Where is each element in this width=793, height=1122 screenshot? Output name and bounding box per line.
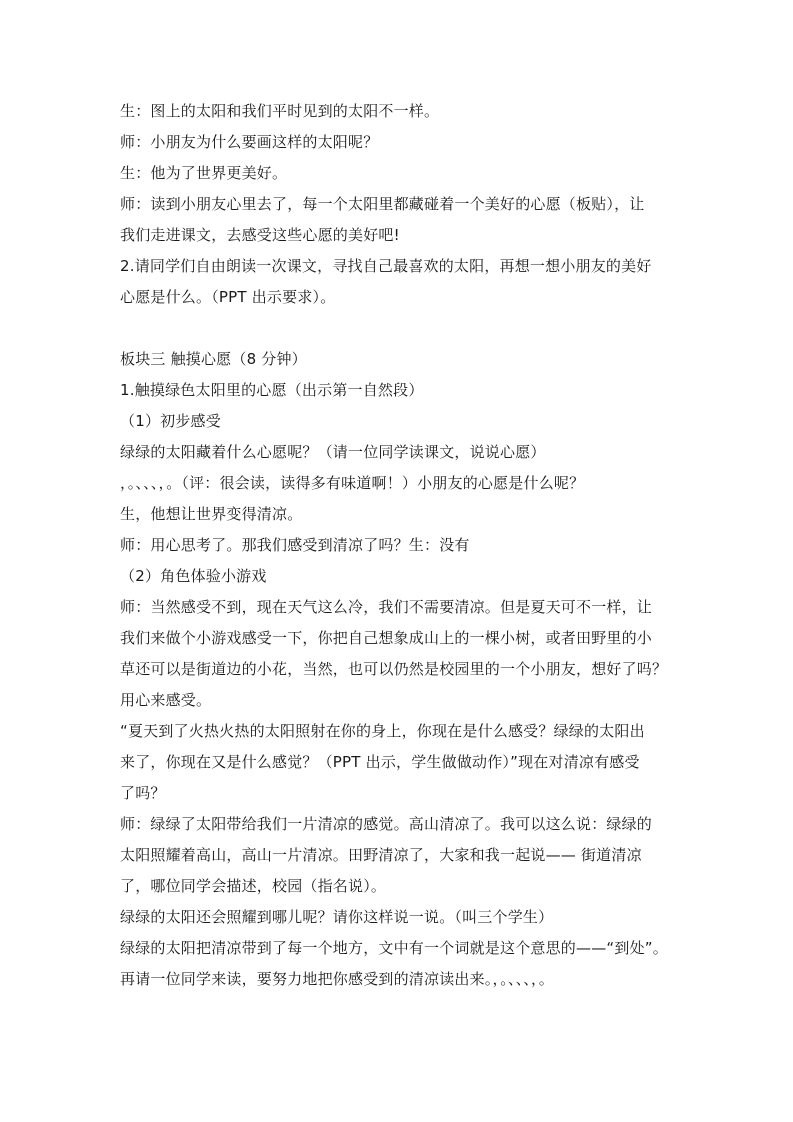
text-line: 师：当然感受不到，现在天气这么冷，我们不需要清凉。但是夏天可不一样，让	[120, 598, 653, 616]
text-line: 绿绿的太阳把清凉带到了每一个地方，文中有一个词就是这个意思的——“到处”。	[120, 939, 668, 957]
text-line: 我们来做个小游戏感受一下，你把自己想象成山上的一棵小树，或者田野里的小	[120, 629, 653, 647]
text-line: 师：小朋友为什么要画这样的太阳呢？	[120, 133, 379, 151]
step-heading: （1）初步感受	[120, 412, 221, 430]
text-line: 草还可以是街道边的小花，当然，也可以仍然是校园里的一个小朋友，想好了吗？	[120, 660, 668, 678]
text-line: ，。、、、，。（评：很会读，读得多有味道啊！）小朋友的心愿是什么呢？	[120, 474, 585, 492]
text-line: 心愿是什么。（PPT 出示要求）。	[120, 288, 336, 306]
text-line: 绿绿的太阳还会照耀到哪儿呢？请你这样说一说。（叫三个学生）	[120, 908, 554, 926]
text-line: 来了，你现在又是什么感觉？（PPT 出示，学生做做动作）”现在对清凉有感受	[120, 753, 640, 771]
text-line: 2.请同学们自由朗读一次课文，寻找自己最喜欢的太阳，再想一想小朋友的美好	[120, 257, 652, 275]
text-line: 生，他想让世界变得清凉。	[120, 505, 303, 523]
text-line: 太阳照耀着高山，高山一片清凉。田野清凉了，大家和我一起说—— 街道清凉	[120, 846, 642, 864]
text-line: 师：绿绿了太阳带给我们一片清凉的感觉。高山清凉了。我可以这么说：绿绿的	[120, 815, 653, 833]
text-line: 了，哪位同学会描述，校园（指名说）。	[120, 877, 387, 895]
paragraph-gap	[120, 313, 680, 344]
text-line: 师：用心思考了。那我们感受到清凉了吗？生：没有	[120, 536, 470, 554]
section-heading: 板块三 触摸心愿（8 分钟）	[120, 350, 307, 368]
text-line: 我们走进课文，去感受这些心愿的美好吧!	[120, 226, 400, 244]
text-line: 生：他为了世界更美好。	[120, 164, 288, 182]
subsection-heading: 1.触摸绿色太阳里的心愿（出示第一自然段）	[120, 381, 424, 399]
text-line: 绿绿的太阳藏着什么心愿呢？（请一位同学读课文，说说心愿）	[120, 443, 546, 461]
step-heading: （2）角色体验小游戏	[120, 567, 267, 585]
lesson-plan-text	[120, 96, 680, 995]
text-line: 再请一位同学来读，要努力地把你感受到的清凉读出来。，。、、、，。	[120, 970, 554, 988]
text-line: 了吗？	[120, 784, 166, 802]
text-line: 用心来感受。	[120, 691, 212, 709]
text-line: 生：图上的太阳和我们平时见到的太阳不一样。	[120, 102, 440, 120]
text-line: 师：读到小朋友心里去了，每一个太阳里都藏碰着一个美好的心愿（板贴），让	[120, 195, 645, 213]
text-line: “夏天到了火热火热的太阳照射在你的身上，你现在是什么感受？绿绿的太阳出	[120, 722, 645, 740]
